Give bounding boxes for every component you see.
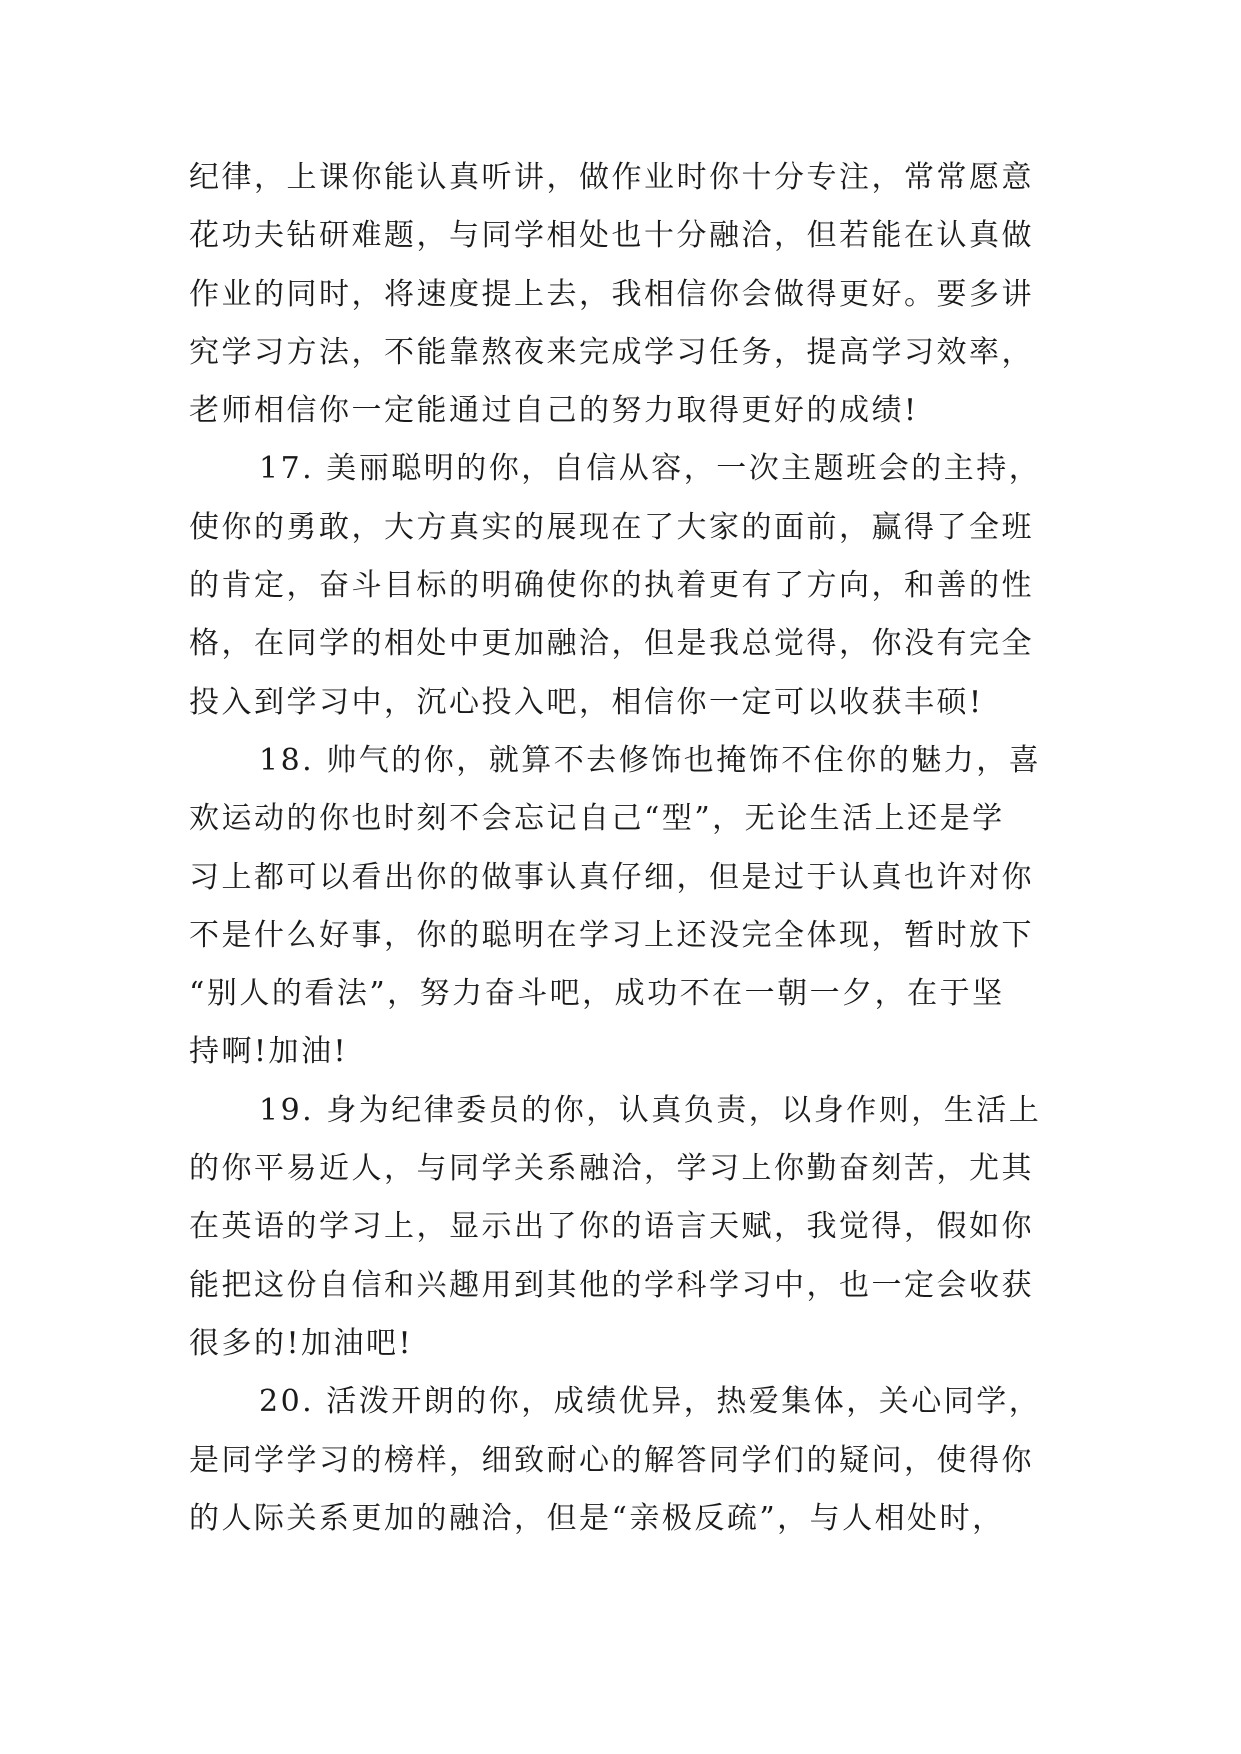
text-line: 不是什么好事，你的聪明在学习上还没完全体现，暂时放下 <box>189 917 1034 953</box>
text-line: “别人的看法”，努力奋斗吧，成功不在一朝一夕，在于坚 <box>189 976 1005 1012</box>
paragraph-start-19: 19. 身为纪律委员的你，认真负责，以身作则，生活上 <box>259 1092 1042 1128</box>
paragraph-start-17: 17. 美丽聪明的你，自信从容，一次主题班会的主持， <box>259 451 1042 487</box>
text-line: 的人际关系更加的融洽，但是“亲极反疏”，与人相处时， <box>189 1500 1005 1536</box>
text-line: 欢运动的你也时刻不会忘记自己“型”，无论生活上还是学 <box>189 801 1005 837</box>
text-line: 很多的!加油吧! <box>189 1325 414 1361</box>
text-line: 老师相信你一定能通过自己的努力取得更好的成绩! <box>189 393 919 429</box>
body-text <box>189 158 1069 1557</box>
text-line: 的肯定，奋斗目标的明确使你的执着更有了方向，和善的性 <box>189 568 1034 604</box>
text-line: 是同学学习的榜样，细致耐心的解答同学们的疑问，使得你 <box>189 1442 1034 1478</box>
paragraph-start-20: 20. 活泼开朗的你，成绩优异，热爱集体，关心同学， <box>259 1384 1042 1420</box>
text-line: 习上都可以看出你的做事认真仔细，但是过于认真也许对你 <box>189 859 1034 895</box>
text-line: 作业的同时，将速度提上去，我相信你会做得更好。要多讲 <box>189 276 1034 312</box>
text-line: 花功夫钻研难题，与同学相处也十分融洽，但若能在认真做 <box>189 218 1034 254</box>
text-line: 能把这份自信和兴趣用到其他的学科学习中，也一定会收获 <box>189 1267 1034 1303</box>
text-line: 持啊!加油! <box>189 1034 349 1070</box>
text-line: 纪律，上课你能认真听讲，做作业时你十分专注，常常愿意 <box>189 160 1034 195</box>
text-line: 格，在同学的相处中更加融洽，但是我总觉得，你没有完全 <box>189 626 1034 662</box>
text-line: 究学习方法，不能靠熬夜来完成学习任务，提高学习效率， <box>189 334 1034 370</box>
paragraph-start-18: 18. 帅气的你，就算不去修饰也掩饰不住你的魅力，喜 <box>259 742 1042 778</box>
text-line: 使你的勇敢，大方真实的展现在了大家的面前，赢得了全班 <box>189 509 1034 545</box>
text-line: 的你平易近人，与同学关系融洽，学习上你勤奋刻苦，尤其 <box>189 1151 1034 1187</box>
text-line: 在英语的学习上，显示出了你的语言天赋，我觉得，假如你 <box>189 1209 1034 1245</box>
text-line: 投入到学习中，沉心投入吧，相信你一定可以收获丰硕! <box>189 684 984 720</box>
